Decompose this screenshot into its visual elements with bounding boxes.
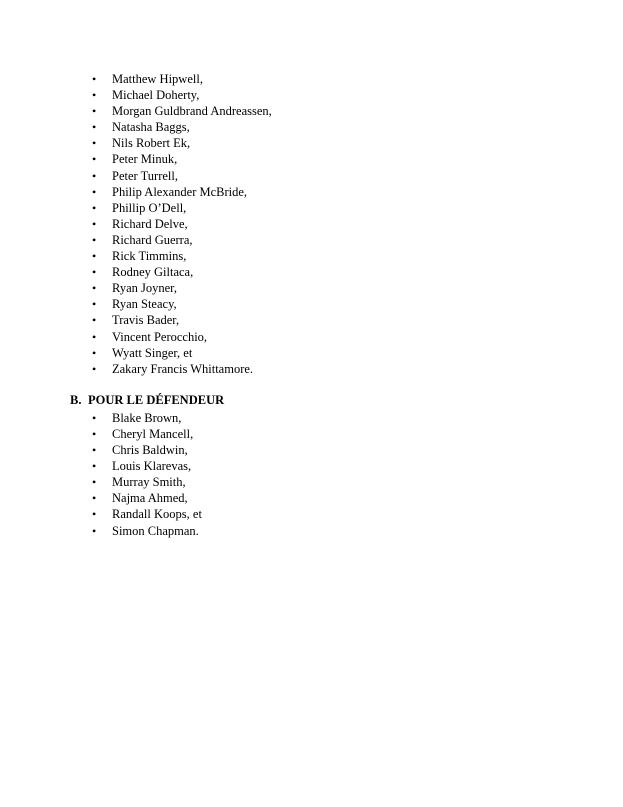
bullet-icon: • (92, 216, 97, 231)
list-item (70, 119, 593, 135)
person-name: Ryan Joyner, (112, 281, 177, 296)
person-name: Rodney Giltaca, (112, 265, 194, 280)
bullet-icon: • (92, 443, 97, 458)
person-name: Simon Chapman. (112, 523, 199, 538)
person-name: Philip Alexander McBride, (112, 184, 248, 199)
list-item (70, 216, 593, 232)
person-name: Travis Bader, (112, 313, 180, 328)
bullet-icon: • (92, 426, 97, 441)
person-name: Phillip O’Dell, (112, 200, 187, 215)
person-name: Natasha Baggs, (112, 120, 190, 135)
section-label: B. (70, 392, 82, 407)
defendant-witness-list (70, 410, 593, 539)
list-item (70, 151, 593, 167)
bullet-icon: • (92, 491, 97, 506)
bullet-icon: • (92, 136, 97, 151)
plaintiff-witness-list (70, 71, 593, 377)
list-item (70, 312, 593, 328)
list-item (70, 329, 593, 345)
list-item (70, 184, 593, 200)
bullet-icon: • (92, 265, 97, 280)
list-item (70, 410, 593, 426)
person-name: Najma Ahmed, (112, 491, 188, 506)
bullet-icon: • (92, 120, 97, 135)
section-title: POUR LE DÉFENDEUR (88, 392, 225, 407)
page-content (70, 71, 593, 539)
list-item (70, 71, 593, 87)
person-name: Matthew Hipwell, (112, 72, 203, 86)
bullet-icon: • (92, 232, 97, 247)
bullet-icon: • (92, 184, 97, 199)
list-item (70, 135, 593, 151)
bullet-icon: • (92, 523, 97, 538)
list-item (70, 200, 593, 216)
bullet-icon: • (92, 88, 97, 103)
list-item (70, 103, 593, 119)
bullet-icon: • (92, 168, 97, 183)
bullet-icon: • (92, 104, 97, 119)
person-name: Blake Brown, (112, 410, 182, 425)
person-name: Zakary Francis Whittamore. (112, 361, 254, 376)
list-item (70, 232, 593, 248)
bullet-icon: • (92, 345, 97, 360)
list-item (70, 168, 593, 184)
bullet-icon: • (92, 281, 97, 296)
bullet-icon: • (92, 410, 97, 425)
list-item (70, 361, 593, 377)
section-header-defendant (70, 392, 593, 408)
bullet-icon: • (92, 459, 97, 474)
person-name: Vincent Perocchio, (112, 329, 208, 344)
person-name: Ryan Steacy, (112, 297, 177, 312)
bullet-icon: • (92, 475, 97, 490)
bullet-icon: • (92, 297, 97, 312)
list-item (70, 345, 593, 361)
person-name: Rick Timmins, (112, 249, 187, 264)
person-name: Chris Baldwin, (112, 443, 188, 458)
person-name: Richard Guerra, (112, 232, 193, 247)
person-name: Randall Koops, et (112, 507, 202, 522)
person-name: Murray Smith, (112, 475, 186, 490)
list-item (70, 506, 593, 522)
person-name: Wyatt Singer, et (112, 345, 193, 360)
list-item (70, 264, 593, 280)
list-item (70, 296, 593, 312)
list-item (70, 458, 593, 474)
bullet-icon: • (92, 72, 97, 86)
list-item (70, 426, 593, 442)
bullet-icon: • (92, 200, 97, 215)
bullet-icon: • (92, 152, 97, 167)
bullet-icon: • (92, 507, 97, 522)
bullet-icon: • (92, 361, 97, 376)
person-name: Richard Delve, (112, 216, 188, 231)
list-item (70, 474, 593, 490)
person-name: Morgan Guldbrand Andreassen, (112, 104, 272, 119)
list-item (70, 248, 593, 264)
person-name: Michael Doherty, (112, 88, 200, 103)
person-name: Nils Robert Ek, (112, 136, 191, 151)
list-item (70, 523, 593, 539)
bullet-icon: • (92, 249, 97, 264)
list-item (70, 280, 593, 296)
list-item (70, 490, 593, 506)
bullet-icon: • (92, 329, 97, 344)
person-name: Louis Klarevas, (112, 459, 192, 474)
person-name: Cheryl Mancell, (112, 426, 194, 441)
list-item (70, 87, 593, 103)
person-name: Peter Turrell, (112, 168, 178, 183)
person-name: Peter Minuk, (112, 152, 178, 167)
list-item (70, 442, 593, 458)
bullet-icon: • (92, 313, 97, 328)
